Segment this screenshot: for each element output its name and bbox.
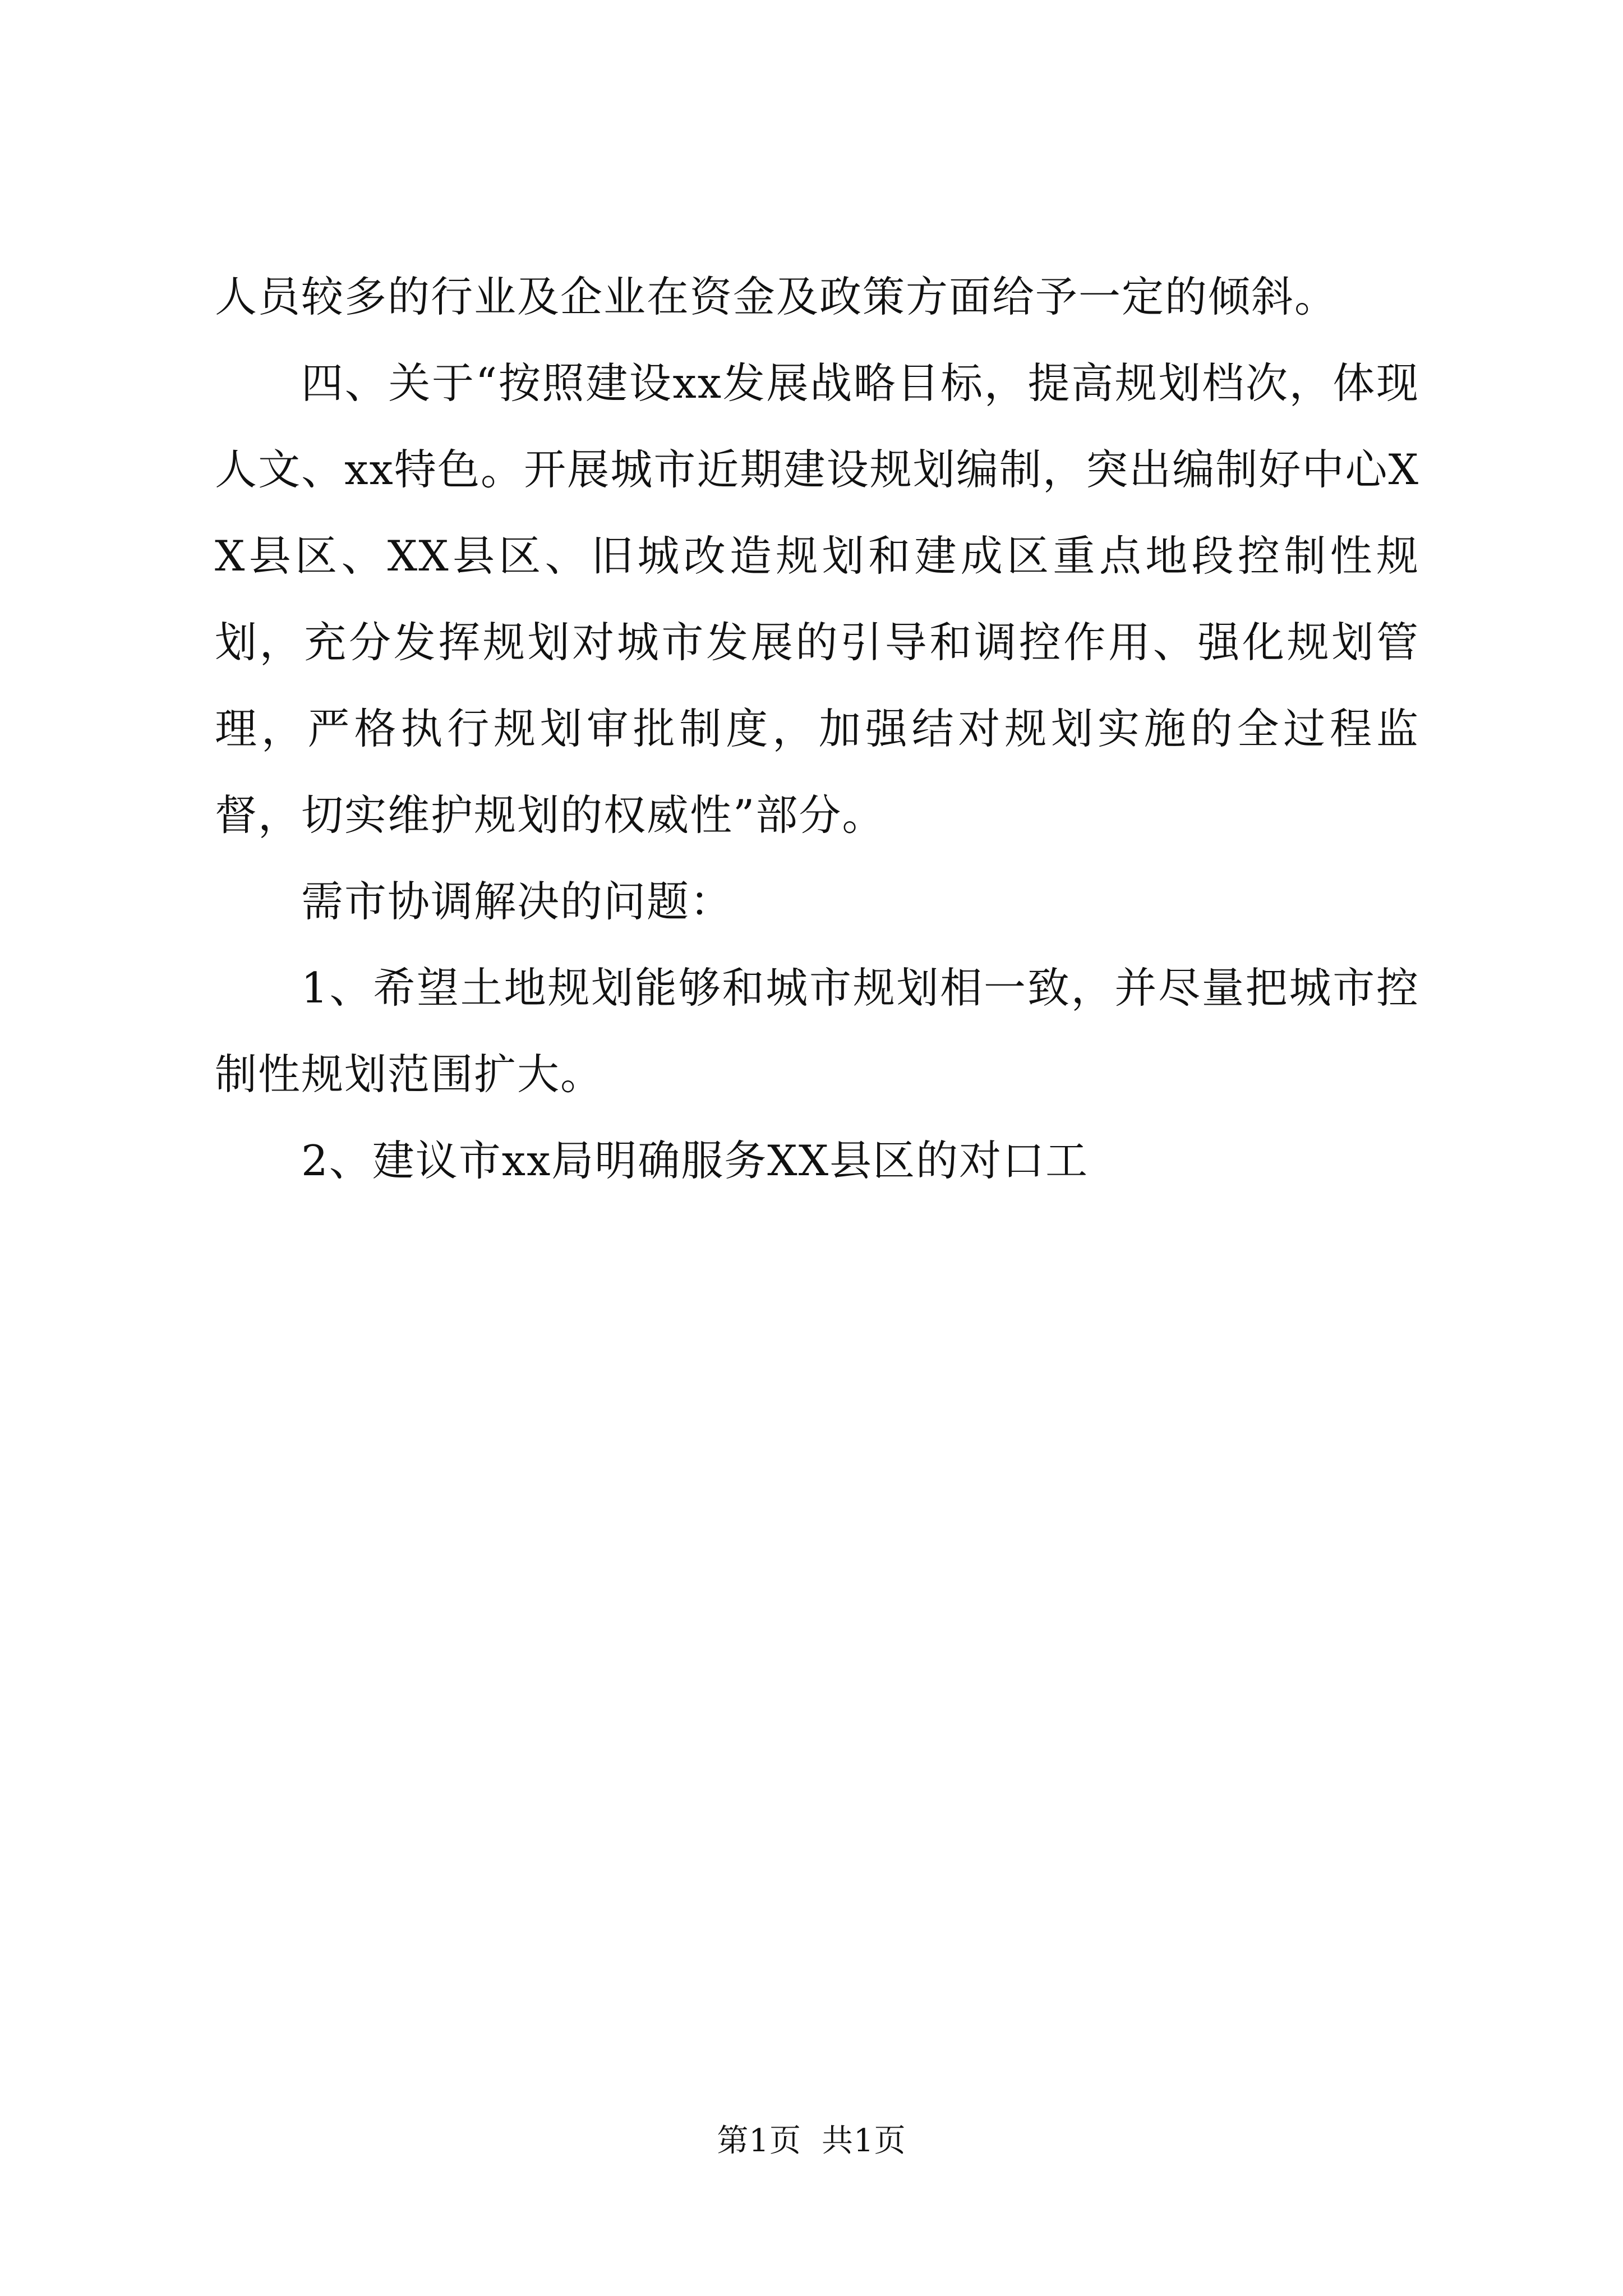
paragraph-continuation: 人员较多的行业及企业在资金及政策方面给予一定的倾斜。 [215,272,1338,321]
paragraph-issues-heading: 需市协调解决的问题： [301,877,734,926]
page-total: 共1页 [822,2123,906,2159]
page-footer [0,2122,1623,2161]
page-number: 第1页 [717,2123,801,2159]
body-text [215,254,1419,1204]
paragraph-issue-one: 1、希望土地规划能够和城市规划相一致，并尽量把城市控制性规划范围扩大。 [215,963,1419,1099]
paragraph-section-four: 四、关于“按照建设xx发展战略目标，提高规划档次，体现人文、xx特色。开展城市近期建设规划编制，突出编制好中心XX县区、XX县区、旧城改造规划和建成区重点地段控制性规划，充分发挥规划对城市发展的引导和调控作用、强化规划管理，严格执行规划审批制度，加强结对规划实施的全过程监督，切实维护规划的权威性”部分。 [215,358,1419,840]
paragraph-issue-two: 2、建议市xx局明确服务XX县区的对口工 [301,1136,1089,1185]
